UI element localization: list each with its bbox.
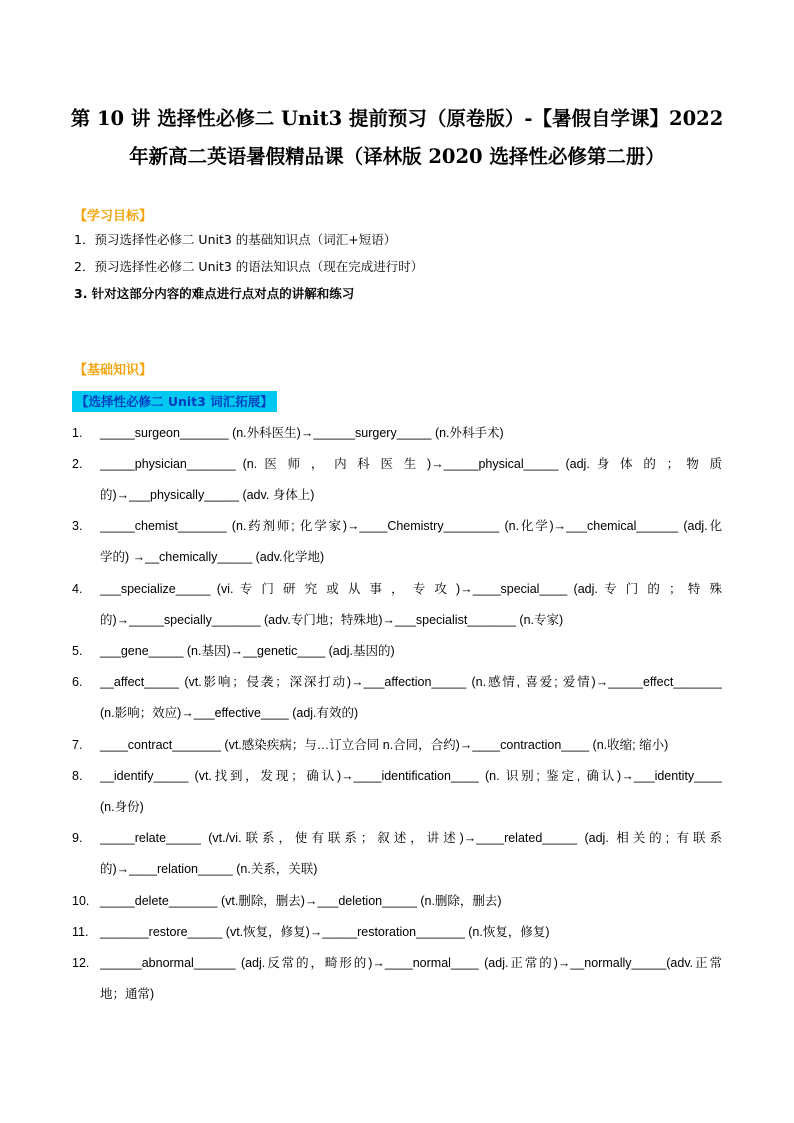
vocab-number: 2. — [72, 457, 83, 471]
vocab-line: _____delete_______ (vt.删除，删去)→___deletion_____ (n.删除，删去) — [100, 894, 502, 908]
vocab-item — [100, 574, 722, 636]
vocab-number: 8. — [72, 769, 83, 783]
vocab-line: ___gene_____ (n.基因)→__genetic____ (adj.基因的) — [100, 644, 395, 658]
vocab-item — [100, 730, 722, 761]
vocab-line: 的)→____relation_____ (n.关系，关联) — [100, 862, 318, 876]
vocab-number: 1. — [72, 426, 83, 440]
page-title — [60, 100, 734, 176]
vocab-line: (n.影响；效应)→___effective____ (adj.有效的) — [100, 706, 359, 720]
vocab-number: 4. — [72, 582, 83, 596]
vocab-number: 5. — [72, 644, 83, 658]
vocab-line: ____contract_______ (vt.感染疾病；与…订立合同 n.合同，合约)→____contraction____ (n.收缩; 缩小) — [100, 738, 669, 752]
basics-tag: 【基础知识】 — [74, 363, 153, 378]
vocab-item — [100, 449, 722, 511]
vocab-number: 6. — [72, 675, 83, 689]
vocab-item — [100, 511, 722, 573]
vocab-line: 学的) →__chemically_____ (adv.化学地) — [100, 550, 325, 564]
vocab-line: __affect_____ (vt.影响；侵袭；深深打动)→___affection_____ (n.感情, 喜爱; 爱情)→_____effect_______ — [100, 675, 722, 689]
vocab-number: 3. — [72, 519, 83, 533]
vocab-line: (n.身份) — [100, 800, 144, 814]
vocab-number: 12. — [72, 956, 90, 970]
objective-item-2: 2．预习选择性必修二 Unit3 的语法知识点（现在完成进行时） — [74, 259, 424, 274]
vocab-number: 11. — [72, 925, 89, 939]
vocab-item — [100, 948, 722, 1010]
title-line-1: 第 10 讲 选择性必修二 Unit3 提前预习（原卷版）-【暑假自学课】2022 — [70, 107, 724, 130]
vocab-number: 9. — [72, 831, 83, 845]
vocab-item — [100, 418, 722, 449]
vocab-item — [100, 917, 722, 948]
vocab-item — [100, 823, 722, 885]
vocab-line: _____surgeon_______ (n.外科医生)→______surgery_____ (n.外科手术) — [100, 426, 504, 440]
vocab-line: __identify_____ (vt.找到，发现；确认)→____identification____ (n. 识别; 鉴定, 确认)→___identity____ — [100, 769, 722, 783]
title-line-2: 年新高二英语暑假精品课（译林版 2020 选择性必修第二册） — [129, 145, 665, 168]
vocab-line: _____chemist_______ (n.药剂师; 化学家)→____Chemistry________ (n.化学)→___chemical______ (adj.化 — [100, 519, 722, 533]
objective-item-3: 3. 针对这部分内容的难点进行点对点的讲解和练习 — [74, 286, 355, 301]
vocab-line: 的)→___physically_____ (adv. 身体上) — [100, 488, 315, 502]
vocab-line: ______abnormal______ (adj.反常的，畸形的)→____normal____ (adj.正常的)→__normally_____(adv.正常 — [100, 956, 722, 970]
vocab-line: ___specialize_____ (vi. 专 门 研 究 或 从 事 ， 专 攻 )→____special____ (adj. 专 门 的 ； 特 殊 — [100, 582, 722, 596]
vocab-number: 7. — [72, 738, 83, 752]
objective-item-1: 1．预习选择性必修二 Unit3 的基础知识点（词汇+短语） — [74, 232, 397, 247]
vocab-number: 10. — [72, 894, 90, 908]
vocab-item — [100, 886, 722, 917]
vocab-line: _____relate_____ (vt./vi.联系，使有联系；叙述，讲述)→____related_____ (adj. 相关的; 有联系 — [100, 831, 722, 845]
vocab-item — [100, 761, 722, 823]
vocab-line: 地；通常) — [100, 987, 155, 1001]
objectives-tag: 【学习目标】 — [74, 209, 153, 224]
vocab-item — [100, 667, 722, 729]
vocab-section-label: 【选择性必修二 Unit3 词汇拓展】 — [72, 391, 277, 412]
vocab-item — [100, 636, 722, 667]
vocab-line: 的)→_____specially_______ (adv.专门地；特殊地)→___specialist_______ (n.专家) — [100, 613, 564, 627]
vocab-line: _____physician_______ (n. 医 师 ， 内 科 医 生 )→_____physical_____ (adj. 身 体 的 ； 物 质 — [100, 457, 722, 471]
vocab-line: _______restore_____ (vt.恢复，修复)→_____restoration_______ (n.恢复，修复) — [100, 925, 550, 939]
